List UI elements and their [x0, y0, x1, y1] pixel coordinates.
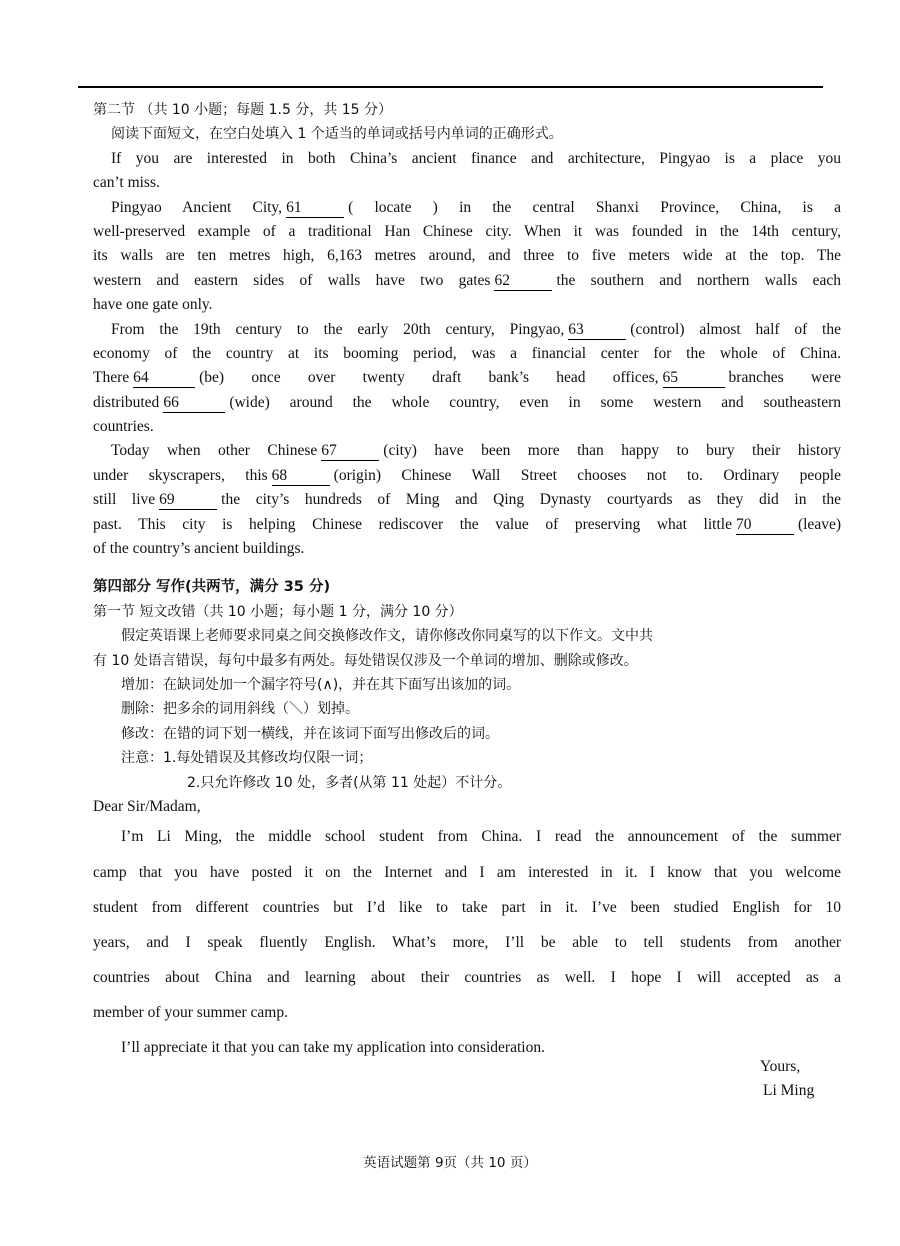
letter-line[interactable]: I’m Li Ming, the middle school student from China. I read the announcement of the summer	[121, 828, 841, 846]
signature: Li Ming	[763, 1082, 815, 1099]
passage-line: still live 69 the city’s hundreds of Ming and Qing Dynasty courtyards as they did in the	[93, 491, 842, 509]
letter-body	[93, 819, 841, 1065]
blank-61[interactable]: 61	[286, 199, 344, 218]
passage-line: well-preserved example of a traditional Han Chinese city. When it was founded in the 14th century,	[93, 222, 841, 240]
note-line: 注意：1.每处错误及其修改均仅限一词；	[121, 750, 373, 767]
blank-67[interactable]: 67	[321, 442, 379, 461]
rule-modify: 修改：在错的词下划一横线，并在该词下面写出修改后的词。	[121, 725, 499, 742]
page-footer: 英语试题第 9页（共 10 页）	[363, 1155, 537, 1171]
letter-line[interactable]: countries about China and learning about their countries as well. I hope I will accepted as a	[93, 969, 841, 987]
passage-line: Today when other Chinese 67 (city) have been more than happy to bury their history	[111, 442, 841, 460]
instruction-line: 假定英语课上老师要求同桌之间交换修改作文，请你修改你同桌写的以下作文。文中共	[121, 628, 653, 645]
rule-add: 增加：在缺词处加一个漏字符号(∧)，并在其下面写出该加的词。	[121, 676, 521, 693]
passage-line: countries.	[93, 418, 154, 436]
blank-65[interactable]: 65	[663, 369, 725, 388]
blank-63[interactable]: 63	[568, 321, 626, 340]
section-header: 第二节 （共 10 小题；每题 1.5 分，共 15 分）	[93, 102, 393, 118]
letter-greeting: Dear Sir/Madam,	[93, 797, 201, 815]
passage-line: economy of the country at its booming period, was a financial center for the whole of China.	[93, 344, 841, 362]
blank-68[interactable]: 68	[272, 467, 330, 486]
passage-line: From the 19th century to the early 20th century, Pingyao, 63 (control) almost half of the	[111, 320, 841, 338]
page-content	[93, 98, 841, 1066]
passage-line: under skyscrapers, this 68 (origin) Chinese Wall Street chooses not to. Ordinary people	[93, 466, 841, 484]
passage-line: If you are interested in both China’s ancient finance and architecture, Pingyao is a place you	[111, 149, 841, 167]
section-instruction: 阅读下面短文，在空白处填入 1 个适当的单词或括号内单词的正确形式。	[111, 126, 563, 143]
blank-64[interactable]: 64	[133, 369, 195, 388]
passage-line: past. This city is helping Chinese rediscover the value of preserving what little 70 (leave)	[93, 515, 841, 533]
passage-line: its walls are ten metres high, 6,163 metres around, and three to five meters wide at the top. The	[93, 247, 841, 265]
part4-header: 第四部分 写作(共两节，满分 35 分)	[93, 579, 331, 596]
blank-70[interactable]: 70	[736, 516, 794, 535]
passage-line: have one gate only.	[93, 296, 213, 314]
blank-69[interactable]: 69	[159, 491, 217, 510]
passage-line: can’t miss.	[93, 174, 160, 192]
passage-line: of the country’s ancient buildings.	[93, 540, 305, 558]
letter-closing[interactable]: I’ll appreciate it that you can take my application into consideration.	[121, 1039, 545, 1057]
instruction-line: 有 10 处语言错误，每句中最多有两处。每处错误仅涉及一个单词的增加、删除或修改。	[93, 652, 638, 669]
note-line: 2.只允许修改 10 处，多者(从第 11 处起）不计分。	[187, 774, 512, 791]
rule-delete: 删除：把多余的词用斜线（＼）划掉。	[121, 701, 359, 718]
blank-66[interactable]: 66	[163, 394, 225, 413]
sign-off: Yours,	[760, 1058, 801, 1075]
letter-line[interactable]: years, and I speak fluently English. What’s more, I’ll be able to tell students from another	[93, 933, 841, 951]
letter-line[interactable]: camp that you have posted it on the Internet and I am interested in it. I know that you welcome	[93, 863, 841, 881]
passage-line: There 64 (be) once over twenty draft bank’s head offices, 65 branches were	[93, 369, 841, 387]
top-rule	[78, 86, 823, 88]
passage-line: Pingyao Ancient City, 61 ( locate ) in the central Shanxi Province, China, is a	[111, 198, 841, 216]
passage-line: distributed 66 (wide) around the whole country, even in some western and southeastern	[93, 393, 841, 411]
passage-line: western and eastern sides of walls have two gates 62 the southern and northern walls each	[93, 271, 842, 289]
blank-62[interactable]: 62	[494, 272, 552, 291]
letter-line[interactable]: student from different countries but I’d like to take part in it. I’ve been studied English for 10	[93, 898, 841, 916]
sec1-header: 第一节 短文改错（共 10 小题；每小题 1 分，满分 10 分）	[93, 603, 463, 620]
letter-line[interactable]: member of your summer camp.	[93, 1004, 288, 1022]
